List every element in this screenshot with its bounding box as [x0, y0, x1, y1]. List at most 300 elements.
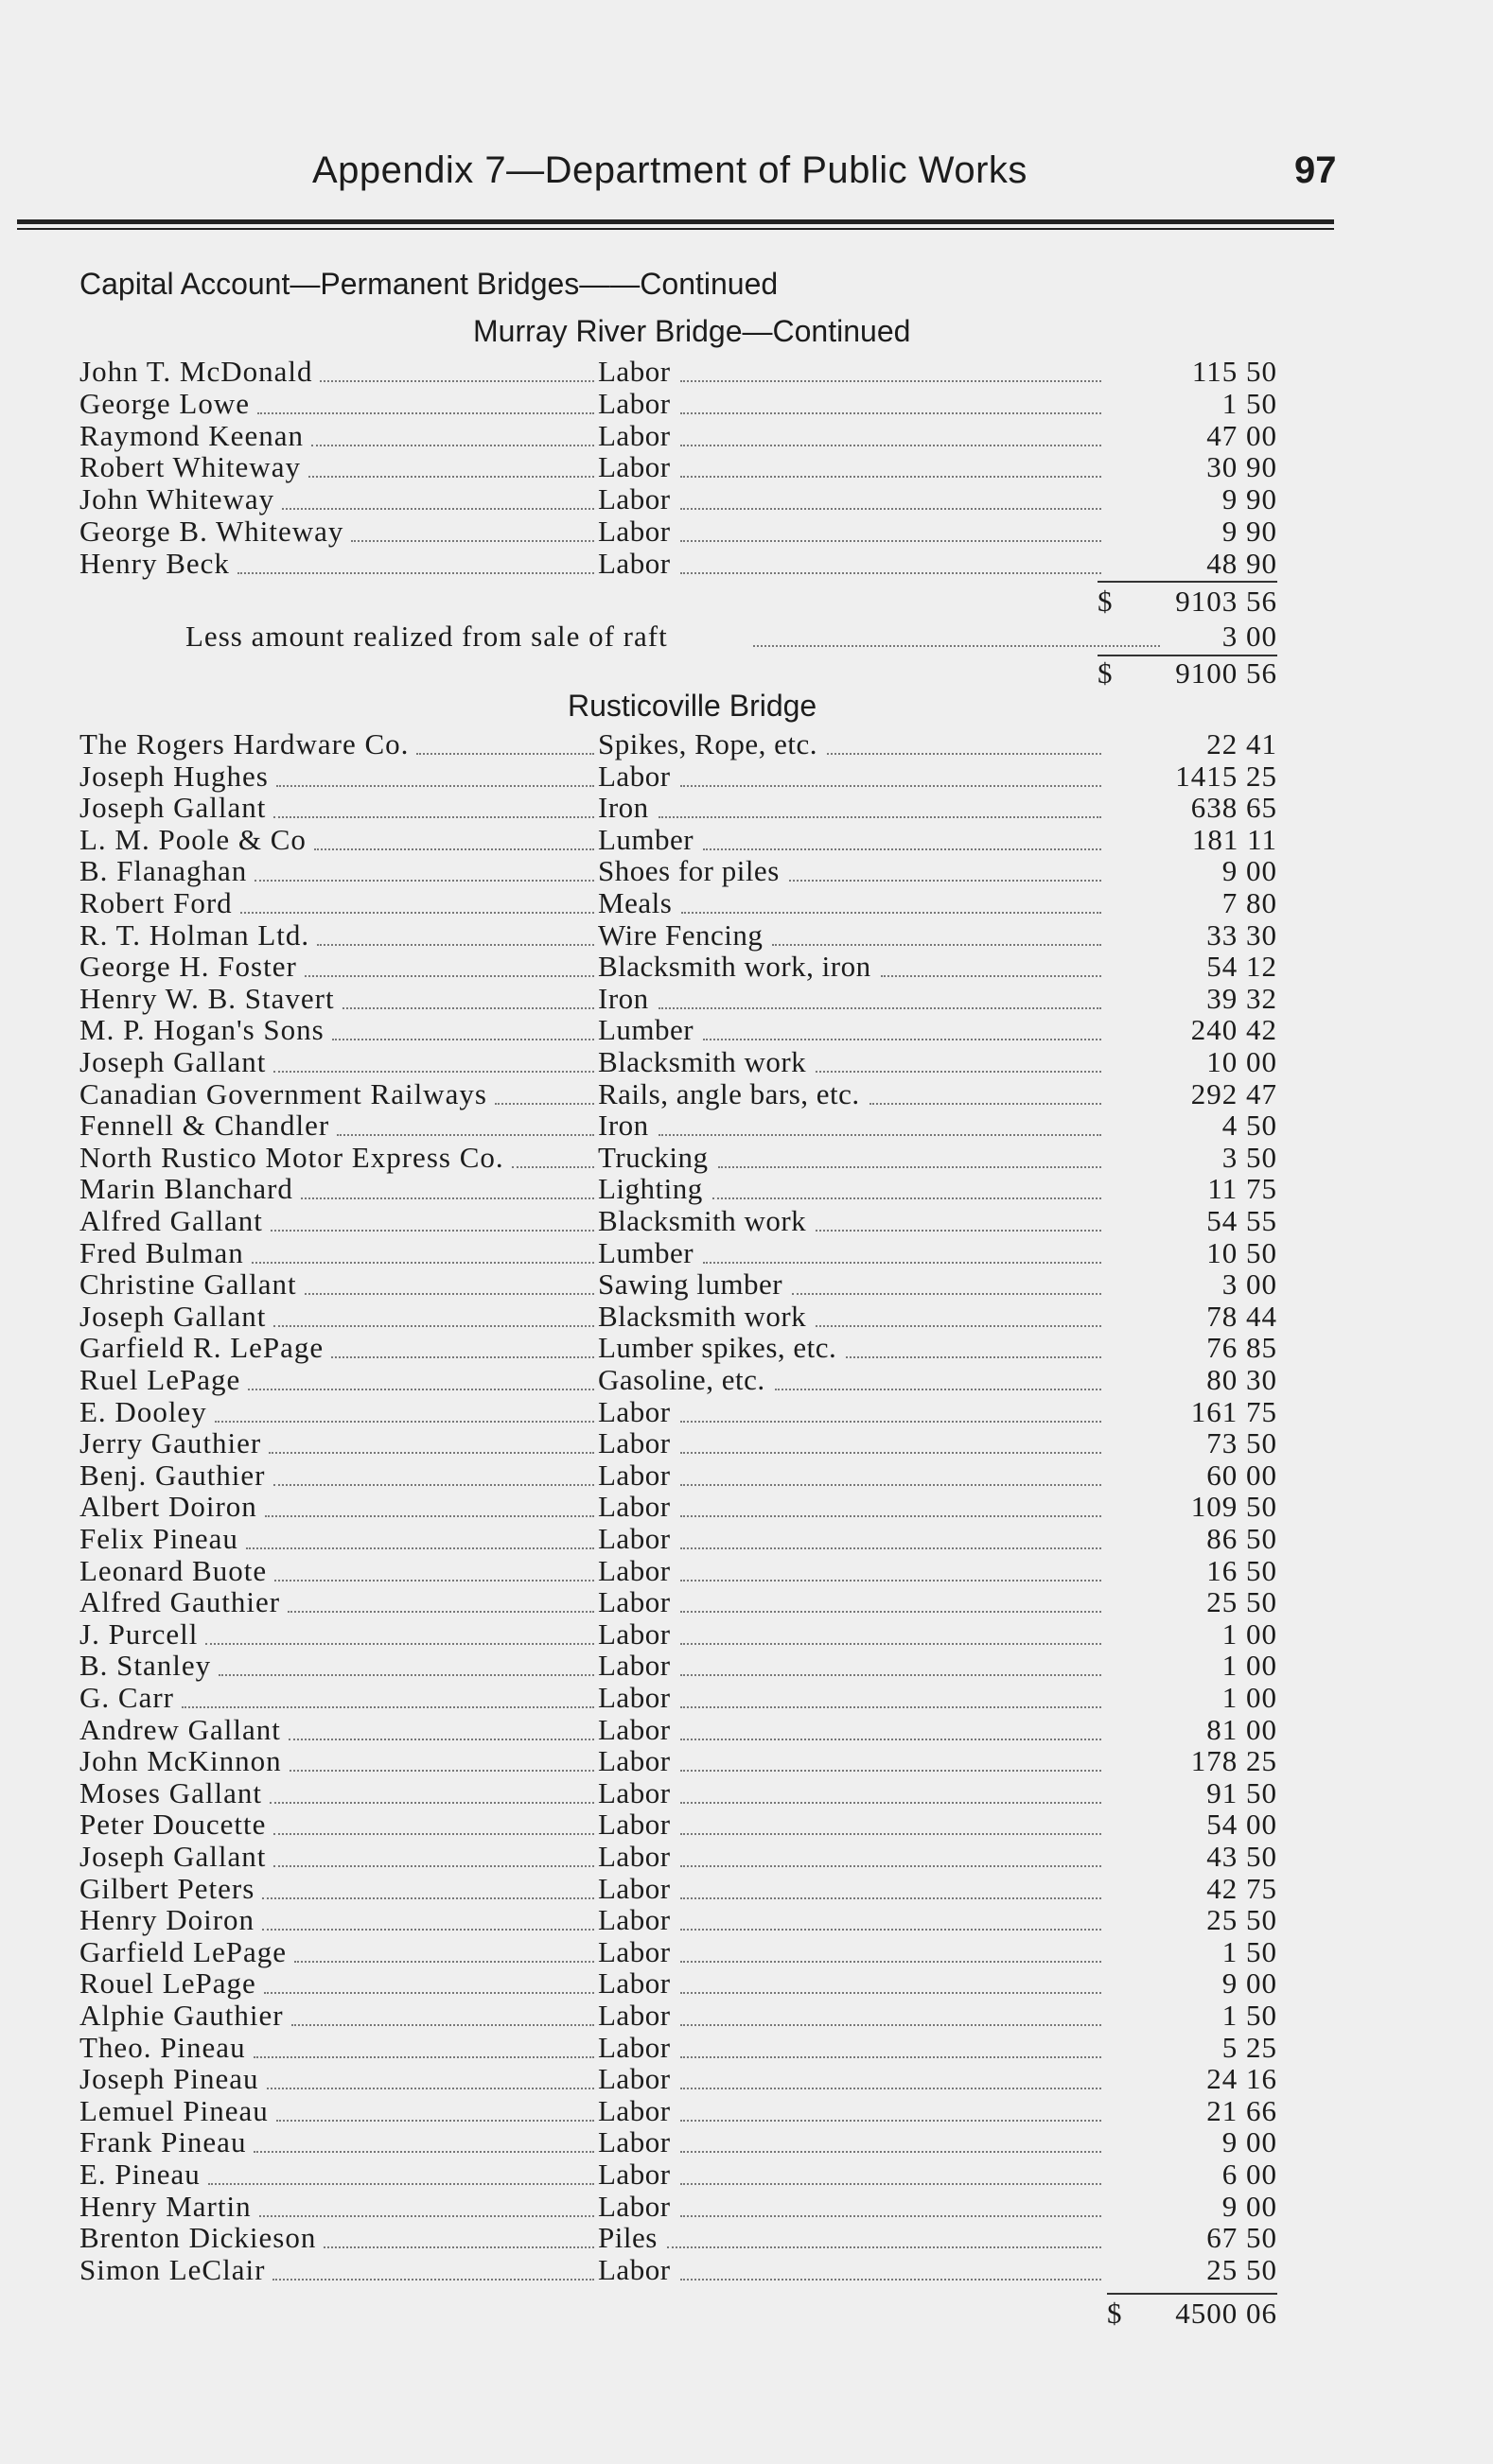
amount: 42 75 [1206, 1871, 1277, 1905]
leader-dots [265, 1515, 594, 1517]
rusticoville-total: 4500 06 [1175, 2297, 1277, 2330]
leader-dots [337, 1134, 594, 1136]
expense-item: Labor [598, 1522, 671, 1555]
leader-dots [305, 1293, 594, 1295]
ledger-row [79, 728, 1277, 760]
amount: 43 50 [1206, 1840, 1277, 1873]
murray-heading: Murray River Bridge—Continued [473, 314, 911, 348]
amount: 1415 25 [1175, 759, 1277, 793]
leader-dots [276, 2120, 594, 2122]
payee-name: Benj. Gauthier [79, 1458, 266, 1492]
amount: 47 00 [1206, 418, 1277, 452]
expense-item: Iron [598, 1109, 649, 1143]
ledger-row [79, 760, 1277, 793]
leader-dots [680, 1865, 1101, 1867]
ledger-row [79, 356, 1277, 388]
leader-dots [680, 2088, 1101, 2089]
amount: 7 80 [1221, 886, 1277, 919]
amount: 115 50 [1191, 355, 1277, 388]
leader-dots [343, 1007, 594, 1009]
amount: 4 50 [1221, 1109, 1277, 1143]
rusticoville-total-row [1098, 2297, 1277, 2331]
leader-dots [248, 1389, 594, 1390]
amount: 10 50 [1206, 1235, 1277, 1269]
expense-item: Blacksmith work [598, 1045, 807, 1078]
ledger-row [79, 1555, 1277, 1587]
ledger-row [79, 1078, 1277, 1110]
expense-item: Labor [598, 1553, 671, 1587]
leader-dots [308, 476, 594, 478]
amount: 30 90 [1206, 450, 1277, 484]
expense-item: Labor [598, 2158, 671, 2191]
payee-name: John T. McDonald [79, 355, 313, 388]
ledger-row [79, 1809, 1277, 1841]
payee-name: Joseph Pineau [79, 2062, 259, 2096]
ledger-row [79, 1110, 1277, 1142]
payee-name: Lemuel Pineau [79, 2093, 269, 2127]
leader-dots [680, 1929, 1101, 1931]
amount: 73 50 [1206, 1426, 1277, 1460]
dollar-sign: $ [1098, 585, 1113, 618]
expense-item: Labor [598, 1712, 671, 1746]
leader-dots [680, 572, 1101, 574]
leader-dots [254, 2151, 594, 2153]
leader-dots [680, 2056, 1101, 2058]
ledger-row [79, 1967, 1277, 2000]
ledger-row [79, 483, 1277, 516]
amount: 10 00 [1206, 1045, 1277, 1078]
ledger-row [79, 1427, 1277, 1459]
payee-name: Ruel LePage [79, 1363, 241, 1396]
leader-dots [219, 1674, 594, 1676]
ledger-row [79, 1523, 1277, 1555]
ledger-row [79, 1205, 1277, 1237]
leader-dots [208, 2183, 594, 2185]
amount: 39 32 [1206, 981, 1277, 1015]
payee-name: Albert Doiron [79, 1490, 257, 1524]
leader-dots [680, 2120, 1101, 2122]
leader-dots [680, 380, 1101, 382]
leader-dots [680, 1706, 1101, 1708]
leader-dots [291, 2024, 594, 2026]
payee-name: The Rogers Hardware Co. [79, 727, 410, 760]
header-rule-thin [17, 228, 1334, 230]
expense-item: Labor [598, 1394, 671, 1428]
ledger-row [79, 1841, 1277, 1873]
amount: 1 50 [1221, 1934, 1277, 1968]
murray-subtotal-row [1098, 585, 1277, 619]
leader-dots [659, 816, 1101, 818]
dollar-sign: $ [1107, 2297, 1122, 2330]
ledger-row [79, 2032, 1277, 2064]
ledger-row [79, 1237, 1277, 1269]
leader-dots [314, 848, 594, 850]
amount: 1 00 [1221, 1681, 1277, 1714]
expense-item: Trucking [598, 1140, 709, 1174]
payee-name: E. Dooley [79, 1394, 207, 1428]
leader-dots [273, 1833, 594, 1835]
amount: 80 30 [1206, 1363, 1277, 1396]
leader-dots [680, 1897, 1101, 1899]
expense-item: Labor [598, 1585, 671, 1619]
ledger-row [79, 2063, 1277, 2095]
amount: 54 12 [1206, 950, 1277, 984]
leader-dots [324, 2246, 594, 2248]
leader-dots [512, 1166, 594, 1168]
ledger-row [79, 2222, 1277, 2254]
ledger-row [79, 2095, 1277, 2127]
expense-item: Labor [598, 2030, 671, 2064]
ledger-row [79, 1586, 1277, 1618]
murray-subtotal: 9103 56 [1175, 585, 1277, 618]
payee-name: Henry Doiron [79, 1903, 255, 1937]
leader-dots [259, 2215, 594, 2217]
expense-item: Gasoline, etc. [598, 1363, 765, 1396]
payee-name: M. P. Hogan's Sons [79, 1013, 325, 1047]
expense-item: Labor [598, 2189, 671, 2223]
amount: 5 25 [1221, 2030, 1277, 2064]
amount: 25 50 [1206, 1585, 1277, 1619]
ledger-row [79, 2158, 1277, 2191]
expense-item: Labor [598, 1999, 671, 2032]
expense-item: Blacksmith work [598, 1204, 807, 1237]
payee-name: Henry Martin [79, 2189, 252, 2223]
expense-item: Labor [598, 450, 671, 484]
payee-name: Canadian Government Railways [79, 1076, 487, 1110]
leader-dots [274, 1580, 594, 1582]
leader-dots [257, 412, 594, 414]
leader-dots [775, 1389, 1101, 1390]
leader-dots [332, 1039, 594, 1040]
amount: 240 42 [1190, 1013, 1277, 1047]
leader-dots [680, 540, 1101, 542]
amount: 1 00 [1221, 1616, 1277, 1651]
amount: 161 75 [1190, 1394, 1277, 1428]
payee-name: George Lowe [79, 386, 251, 420]
ledger-row [79, 451, 1277, 483]
expense-item: Lumber [598, 1235, 694, 1269]
leader-dots [680, 1833, 1101, 1835]
murray-sum-rule [1098, 581, 1277, 583]
amount: 3 50 [1221, 1140, 1277, 1174]
expense-item: Labor [598, 1649, 671, 1683]
leader-dots [816, 1325, 1101, 1327]
leader-dots [331, 1356, 594, 1358]
leader-dots [680, 508, 1101, 510]
expense-item: Blacksmith work, iron [598, 950, 871, 984]
payee-name: Christine Gallant [79, 1267, 297, 1302]
expense-item: Rails, angle bars, etc. [598, 1076, 860, 1110]
amount: 9 00 [1221, 2125, 1277, 2159]
expense-item: Labor [598, 515, 671, 548]
leader-dots [680, 445, 1101, 446]
expense-item: Labor [598, 1490, 671, 1524]
payee-name: Simon LeClair [79, 2252, 266, 2286]
payee-name: North Rustico Motor Express Co. [79, 1140, 504, 1174]
expense-item: Labor [598, 2062, 671, 2096]
leader-dots [273, 1071, 594, 1073]
leader-dots [272, 2279, 594, 2281]
leader-dots [182, 1706, 594, 1708]
payee-name: Fennell & Chandler [79, 1109, 330, 1143]
payee-name: Jerry Gauthier [79, 1426, 262, 1460]
ledger-row [79, 1682, 1277, 1714]
leader-dots [792, 1293, 1101, 1295]
ledger-row [79, 1364, 1277, 1396]
leader-dots [881, 975, 1101, 977]
payee-name: Garfield LePage [79, 1934, 287, 1968]
leader-dots [255, 880, 594, 882]
expense-item: Labor [598, 482, 671, 516]
payee-name: Rouel LePage [79, 1966, 256, 2001]
ledger-row [79, 824, 1277, 856]
leader-dots [290, 1770, 594, 1772]
less-label: Less amount realized from sale of raft [185, 620, 668, 653]
ledger-row [79, 951, 1277, 983]
leader-dots [680, 1515, 1101, 1517]
payee-name: Fred Bulman [79, 1235, 244, 1269]
leader-dots [271, 1230, 594, 1232]
amount: 3 00 [1221, 1267, 1277, 1302]
amount: 81 00 [1206, 1712, 1277, 1746]
ledger-row [79, 1459, 1277, 1492]
amount: 54 55 [1206, 1204, 1277, 1237]
leader-dots [680, 1992, 1101, 1994]
expense-item: Lighting [598, 1172, 703, 1206]
leader-dots [680, 476, 1101, 478]
leader-dots [680, 1802, 1101, 1804]
leader-dots [273, 1865, 594, 1867]
running-title: Appendix 7—Department of Public Works [312, 149, 1028, 191]
ledger-row [79, 1301, 1277, 1333]
ledger-row [79, 1142, 1277, 1174]
ledger-row [79, 1745, 1277, 1777]
expense-item: Labor [598, 1426, 671, 1460]
leader-dots [680, 1674, 1101, 1676]
ledger-row [79, 1714, 1277, 1746]
expense-item: Shoes for piles [598, 854, 780, 888]
expense-item: Sawing lumber [598, 1267, 783, 1302]
expense-item: Labor [598, 2093, 671, 2127]
payee-name: Peter Doucette [79, 1808, 267, 1842]
amount: 33 30 [1206, 917, 1277, 952]
expense-item: Blacksmith work [598, 1299, 807, 1333]
leader-dots [680, 2215, 1101, 2217]
payee-name: Joseph Gallant [79, 1840, 267, 1873]
leader-dots [846, 1356, 1101, 1358]
payee-name: Raymond Keenan [79, 418, 304, 452]
payee-name: L. M. Poole & Co [79, 822, 307, 856]
amount: 9 00 [1221, 2189, 1277, 2223]
expense-item: Labor [598, 1840, 671, 1873]
amount: 22 41 [1206, 727, 1277, 760]
ledger-row [79, 548, 1277, 580]
payee-name: Gilbert Peters [79, 1871, 255, 1905]
payee-name: Joseph Hughes [79, 759, 269, 793]
leader-dots [718, 1166, 1101, 1168]
leader-dots [772, 944, 1101, 946]
expense-item: Lumber [598, 822, 694, 856]
expense-item: Piles [598, 2221, 658, 2255]
expense-item: Labor [598, 1458, 671, 1492]
amount: 9 90 [1221, 482, 1277, 516]
ledger-row [79, 2000, 1277, 2032]
payee-name: Robert Whiteway [79, 450, 301, 484]
amount: 638 65 [1190, 791, 1277, 825]
payee-name: J. Purcell [79, 1616, 199, 1651]
leader-dots [680, 1452, 1101, 1454]
amount: 67 50 [1206, 2221, 1277, 2255]
amount: 60 00 [1206, 1458, 1277, 1492]
ledger-row [79, 1777, 1277, 1809]
amount: 25 50 [1206, 2252, 1277, 2286]
amount: 9 00 [1221, 1966, 1277, 2001]
expense-item: Labor [598, 1934, 671, 1968]
amount: 86 50 [1206, 1522, 1277, 1555]
amount: 91 50 [1206, 1775, 1277, 1809]
leader-dots [753, 645, 1160, 647]
payee-name: Robert Ford [79, 886, 233, 919]
running-head [0, 149, 1493, 197]
expense-item: Lumber [598, 1013, 694, 1047]
ledger-row [79, 1618, 1277, 1651]
expense-item: Spikes, Rope, etc. [598, 727, 817, 760]
payee-name: George H. Foster [79, 950, 297, 984]
ledger-row [79, 855, 1277, 887]
leader-dots [270, 1802, 594, 1804]
leader-dots [252, 1262, 594, 1264]
payee-name: Marin Blanchard [79, 1172, 293, 1206]
amount: 9 00 [1221, 854, 1277, 888]
leader-dots [680, 2024, 1101, 2026]
expense-item: Labor [598, 386, 671, 420]
amount: 178 25 [1190, 1744, 1277, 1778]
leader-dots [703, 1039, 1101, 1040]
leader-dots [495, 1103, 594, 1105]
payee-name: E. Pineau [79, 2158, 201, 2191]
leader-dots [351, 540, 594, 542]
expense-item: Labor [598, 355, 671, 388]
murray-total-row [1098, 656, 1277, 690]
leader-dots [816, 1071, 1101, 1073]
leader-dots [262, 1929, 594, 1931]
leader-dots [237, 572, 594, 574]
leader-dots [680, 1547, 1101, 1549]
amount: 1 00 [1221, 1649, 1277, 1683]
leader-dots [680, 1611, 1101, 1613]
leader-dots [254, 2056, 594, 2058]
ledger-row [79, 983, 1277, 1015]
leader-dots [294, 1961, 594, 1963]
rusticoville-sum-rule [1107, 2293, 1277, 2295]
amount: 76 85 [1206, 1331, 1277, 1365]
ledger-row [79, 1268, 1277, 1301]
expense-item: Meals [598, 886, 673, 919]
leader-dots [282, 508, 594, 510]
payee-name: Joseph Gallant [79, 1299, 267, 1333]
ledger-row [79, 2126, 1277, 2158]
leader-dots [869, 1103, 1101, 1105]
leader-dots [264, 1992, 594, 1994]
expense-item: Labor [598, 1775, 671, 1809]
leader-dots [289, 1739, 594, 1740]
leader-dots [703, 1262, 1101, 1264]
dollar-sign: $ [1098, 656, 1113, 690]
leader-dots [680, 1643, 1101, 1645]
amount: 11 75 [1207, 1172, 1277, 1206]
ledger-row [79, 1014, 1277, 1046]
leader-dots [273, 1325, 594, 1327]
less-amount: 3 00 [1221, 620, 1277, 653]
expense-item: Labor [598, 1744, 671, 1778]
ledger-row [79, 1046, 1277, 1078]
leader-dots [680, 2183, 1101, 2185]
amount: 21 66 [1206, 2093, 1277, 2127]
payee-name: G. Carr [79, 1681, 174, 1714]
ledger-row [79, 1936, 1277, 1968]
leader-dots [681, 912, 1101, 914]
leader-dots [301, 1197, 594, 1199]
leader-dots [262, 1897, 594, 1899]
payee-name: B. Stanley [79, 1649, 212, 1683]
leader-dots [215, 1421, 594, 1423]
payee-name: Theo. Pineau [79, 2030, 246, 2064]
expense-item: Lumber spikes, etc. [598, 1331, 837, 1365]
expense-item: Labor [598, 2252, 671, 2286]
leader-dots [680, 1580, 1101, 1582]
payee-name: Brenton Dickieson [79, 2221, 317, 2255]
amount: 1 50 [1221, 386, 1277, 420]
expense-item: Labor [598, 1903, 671, 1937]
ledger-row [79, 420, 1277, 452]
amount: 292 47 [1190, 1076, 1277, 1110]
leader-dots [680, 1770, 1101, 1772]
expense-item: Labor [598, 1808, 671, 1842]
payee-name: B. Flanaghan [79, 854, 248, 888]
leader-dots [659, 1134, 1101, 1136]
expense-item: Labor [598, 2125, 671, 2159]
amount: 54 00 [1206, 1808, 1277, 1842]
rusticoville-heading: Rusticoville Bridge [568, 689, 817, 723]
expense-item: Iron [598, 791, 649, 825]
page-number: 97 [1294, 149, 1337, 191]
leader-dots [816, 1230, 1101, 1232]
payee-name: Felix Pineau [79, 1522, 238, 1555]
ledger-row [79, 2254, 1277, 2286]
leader-dots [276, 785, 594, 787]
ledger-row [79, 516, 1277, 548]
leader-dots [703, 848, 1101, 850]
amount: 25 50 [1206, 1903, 1277, 1937]
leader-dots [659, 1007, 1101, 1009]
header-rule-thick [17, 219, 1334, 224]
payee-name: Alphie Gauthier [79, 1999, 284, 2032]
payee-name: Garfield R. LePage [79, 1331, 325, 1365]
expense-item: Labor [598, 418, 671, 452]
leader-dots [789, 880, 1101, 882]
expense-item: Labor [598, 759, 671, 793]
leader-dots [205, 1643, 594, 1645]
leader-dots [416, 753, 594, 755]
ledger-row [79, 1904, 1277, 1936]
leader-dots [680, 2151, 1101, 2153]
payee-name: Henry Beck [79, 546, 230, 580]
expense-item: Labor [598, 1871, 671, 1905]
leader-dots [827, 753, 1101, 755]
payee-name: Joseph Gallant [79, 1045, 267, 1078]
payee-name: Leonard Buote [79, 1553, 268, 1587]
amount: 1 50 [1221, 1999, 1277, 2032]
